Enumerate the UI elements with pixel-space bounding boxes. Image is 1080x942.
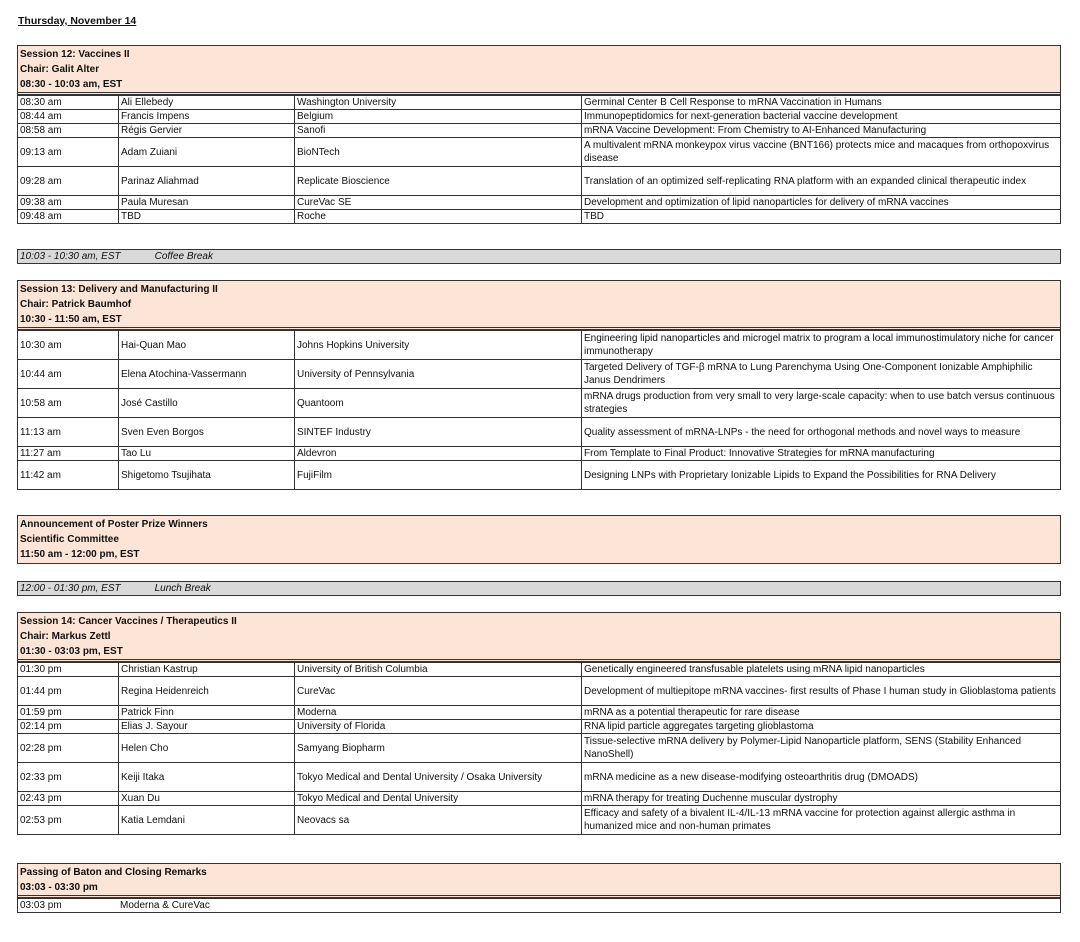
talk-title: Tissue-selective mRNA delivery by Polymer-Lipid Nanoparticle platform, SENS (Stability Enhanced NanoShell) <box>582 734 1061 763</box>
talk-title: Designing LNPs with Proprietary Ionizable Lipids to Expand the Possibilities for RNA Delivery <box>582 461 1061 490</box>
organization: Sanofi <box>295 124 582 138</box>
speaker: Hai-Quan Mao <box>119 331 295 360</box>
table-row <box>18 706 1061 720</box>
session-header <box>17 45 1061 95</box>
session-header <box>17 612 1061 662</box>
closing-table <box>17 898 1061 913</box>
poster-time: 11:50 am - 12:00 pm, EST <box>20 549 140 560</box>
organization: SINTEF Industry <box>295 418 582 447</box>
talk-time: 08:58 am <box>18 124 119 138</box>
table-row <box>18 720 1061 734</box>
talk-time: 10:30 am <box>18 331 119 360</box>
session-title: Session 12: Vaccines II <box>20 49 130 60</box>
talk-time: 03:03 pm <box>18 899 119 913</box>
talk-title: mRNA as a potential therapeutic for rare disease <box>582 706 1061 720</box>
session-chair: Chair: Galit Alter <box>20 64 100 75</box>
day-title: Thursday, November 14 <box>18 15 137 27</box>
table-row <box>18 360 1061 389</box>
break-time: 10:03 - 10:30 am, EST <box>20 251 121 262</box>
organization: Belgium <box>295 110 582 124</box>
speaker: José Castillo <box>119 389 295 418</box>
talk-title: Development of multiepitope mRNA vaccines- first results of Phase I human study in Glioblastoma patients <box>582 677 1061 706</box>
speaker: Regina Heidenreich <box>119 677 295 706</box>
speaker: Shigetomo Tsujihata <box>119 461 295 490</box>
speaker: Katia Lemdani <box>119 806 295 835</box>
organization: Quantoom <box>295 389 582 418</box>
table-row <box>18 196 1061 210</box>
talk-title: Germinal Center B Cell Response to mRNA Vaccination in Humans <box>582 96 1061 110</box>
talk-time: 02:43 pm <box>18 792 119 806</box>
break-bar <box>17 249 1061 264</box>
organization: CureVac SE <box>295 196 582 210</box>
talk-title: A multivalent mRNA monkeypox virus vaccine (BNT166) protects mice and macaques from orthopoxvirus disease <box>582 138 1061 167</box>
session-13 <box>17 280 1061 490</box>
coffee-break <box>17 249 1061 264</box>
organization: BioNTech <box>295 138 582 167</box>
closing-header <box>17 863 1061 898</box>
talk-time: 02:14 pm <box>18 720 119 734</box>
closing-title: Passing of Baton and Closing Remarks <box>20 867 207 878</box>
poster-committee: Scientific Committee <box>20 534 119 545</box>
break-time: 12:00 - 01:30 pm, EST <box>20 583 121 594</box>
organization: University of British Columbia <box>295 663 582 677</box>
table-row <box>18 663 1061 677</box>
organization: FujiFilm <box>295 461 582 490</box>
table-row <box>18 677 1061 706</box>
talk-title: Genetically engineered transfusable platelets using mRNA lipid nanoparticles <box>582 663 1061 677</box>
organization: Samyang Biopharm <box>295 734 582 763</box>
speaker: Parinaz Aliahmad <box>119 167 295 196</box>
speaker: Christian Kastrup <box>119 663 295 677</box>
table-row <box>18 806 1061 835</box>
poster-prize <box>17 515 1061 564</box>
organization: Replicate Bioscience <box>295 167 582 196</box>
speaker: TBD <box>119 210 295 224</box>
speaker: Régis Gervier <box>119 124 295 138</box>
speaker: Patrick Finn <box>119 706 295 720</box>
talk-time: 08:44 am <box>18 110 119 124</box>
table-row <box>18 734 1061 763</box>
poster-title: Announcement of Poster Prize Winners <box>20 519 208 530</box>
speaker: Elias J. Sayour <box>119 720 295 734</box>
break-label: Lunch Break <box>154 583 211 594</box>
organization: Tokyo Medical and Dental University <box>295 792 582 806</box>
table-row <box>18 461 1061 490</box>
speaker: Francis Impens <box>119 110 295 124</box>
session-chair: Chair: Patrick Baumhof <box>20 299 132 310</box>
session-chair: Chair: Markus Zettl <box>20 631 111 642</box>
session-table <box>17 95 1061 224</box>
organization: University of Pennsylvania <box>295 360 582 389</box>
organization: Aldevron <box>295 447 582 461</box>
talk-time: 09:48 am <box>18 210 119 224</box>
speaker: Sven Even Borgos <box>119 418 295 447</box>
table-row <box>18 899 1061 913</box>
speaker: Helen Cho <box>119 734 295 763</box>
talk-title: mRNA Vaccine Development: From Chemistry to AI-Enhanced Manufacturing <box>582 124 1061 138</box>
organization: Johns Hopkins University <box>295 331 582 360</box>
speaker: Moderna & CureVac <box>118 899 1061 913</box>
talk-time: 02:28 pm <box>18 734 119 763</box>
talk-time: 11:42 am <box>18 461 119 490</box>
organization: Tokyo Medical and Dental University / Osaka University <box>295 763 582 792</box>
break-label: Coffee Break <box>154 251 213 262</box>
talk-time: 09:13 am <box>18 138 119 167</box>
session-header <box>17 280 1061 330</box>
talk-title: TBD <box>582 210 1061 224</box>
talk-title: mRNA drugs production from very small to very large-scale capacity: when to use batch versus continuous strategies <box>582 389 1061 418</box>
talk-time: 09:38 am <box>18 196 119 210</box>
talk-time: 01:30 pm <box>18 663 119 677</box>
talk-time: 02:53 pm <box>18 806 119 835</box>
session-12 <box>17 45 1061 224</box>
talk-time: 09:28 am <box>18 167 119 196</box>
table-row <box>18 138 1061 167</box>
talk-title: From Template to Final Product: Innovative Strategies for mRNA manufacturing <box>582 447 1061 461</box>
talk-time: 08:30 am <box>18 96 119 110</box>
table-row <box>18 331 1061 360</box>
speaker: Xuan Du <box>119 792 295 806</box>
table-row <box>18 110 1061 124</box>
talk-title: mRNA medicine as a new disease-modifying osteoarthritis drug (DMOADS) <box>582 763 1061 792</box>
talk-title: mRNA therapy for treating Duchenne muscular dystrophy <box>582 792 1061 806</box>
session-14 <box>17 612 1061 835</box>
talk-title: Immunopeptidomics for next-generation bacterial vaccine development <box>582 110 1061 124</box>
talk-title: Quality assessment of mRNA-LNPs - the need for orthogonal methods and novel ways to measure <box>582 418 1061 447</box>
organization: Roche <box>295 210 582 224</box>
talk-time: 02:33 pm <box>18 763 119 792</box>
session-title: Session 13: Delivery and Manufacturing II <box>20 284 218 295</box>
session-time: 08:30 - 10:03 am, EST <box>18 77 1060 93</box>
speaker: Ali Ellebedy <box>119 96 295 110</box>
table-row <box>18 418 1061 447</box>
poster-header <box>17 515 1061 564</box>
talk-title: RNA lipid particle aggregates targeting glioblastoma <box>582 720 1061 734</box>
table-row <box>18 792 1061 806</box>
talk-title: Translation of an optimized self-replicating RNA platform with an expanded clinical therapeutic index <box>582 167 1061 196</box>
session-table <box>17 330 1061 490</box>
session-time: 10:30 - 11:50 am, EST <box>18 312 1060 328</box>
talk-time: 10:44 am <box>18 360 119 389</box>
talk-title: Targeted Delivery of TGF-β mRNA to Lung Parenchyma Using One-Component Ionizable Amphiphilic Janus Dendrimers <box>582 360 1061 389</box>
table-row <box>18 210 1061 224</box>
talk-time: 11:27 am <box>18 447 119 461</box>
table-row <box>18 763 1061 792</box>
talk-title: Development and optimization of lipid nanoparticles for delivery of mRNA vaccines <box>582 196 1061 210</box>
lunch-break <box>17 581 1061 596</box>
talk-title: Engineering lipid nanoparticles and microgel matrix to program a local immunostimulatory niche for cancer immunotherapy <box>582 331 1061 360</box>
speaker: Paula Muresan <box>119 196 295 210</box>
closing <box>17 863 1061 913</box>
organization: Moderna <box>295 706 582 720</box>
talk-title: Efficacy and safety of a bivalent IL-4/IL-13 mRNA vaccine for protection against allergic asthma in humanized mice and non-human primates <box>582 806 1061 835</box>
table-row <box>18 124 1061 138</box>
talk-time: 10:58 am <box>18 389 119 418</box>
session-time: 01:30 - 03:03 pm, EST <box>18 644 1060 660</box>
break-bar <box>17 581 1061 596</box>
table-row <box>18 389 1061 418</box>
table-row <box>18 447 1061 461</box>
organization: CureVac <box>295 677 582 706</box>
organization: Washington University <box>295 96 582 110</box>
speaker: Tao Lu <box>119 447 295 461</box>
closing-time: 03:03 - 03:30 pm <box>18 880 1060 896</box>
session-table <box>17 662 1061 835</box>
organization: University of Florida <box>295 720 582 734</box>
talk-time: 01:44 pm <box>18 677 119 706</box>
talk-time: 01:59 pm <box>18 706 119 720</box>
table-row <box>18 96 1061 110</box>
session-title: Session 14: Cancer Vaccines / Therapeutics II <box>20 616 237 627</box>
speaker: Elena Atochina-Vassermann <box>119 360 295 389</box>
speaker: Keiji Itaka <box>119 763 295 792</box>
speaker: Adam Zuiani <box>119 138 295 167</box>
organization: Neovacs sa <box>295 806 582 835</box>
table-row <box>18 167 1061 196</box>
talk-time: 11:13 am <box>18 418 119 447</box>
